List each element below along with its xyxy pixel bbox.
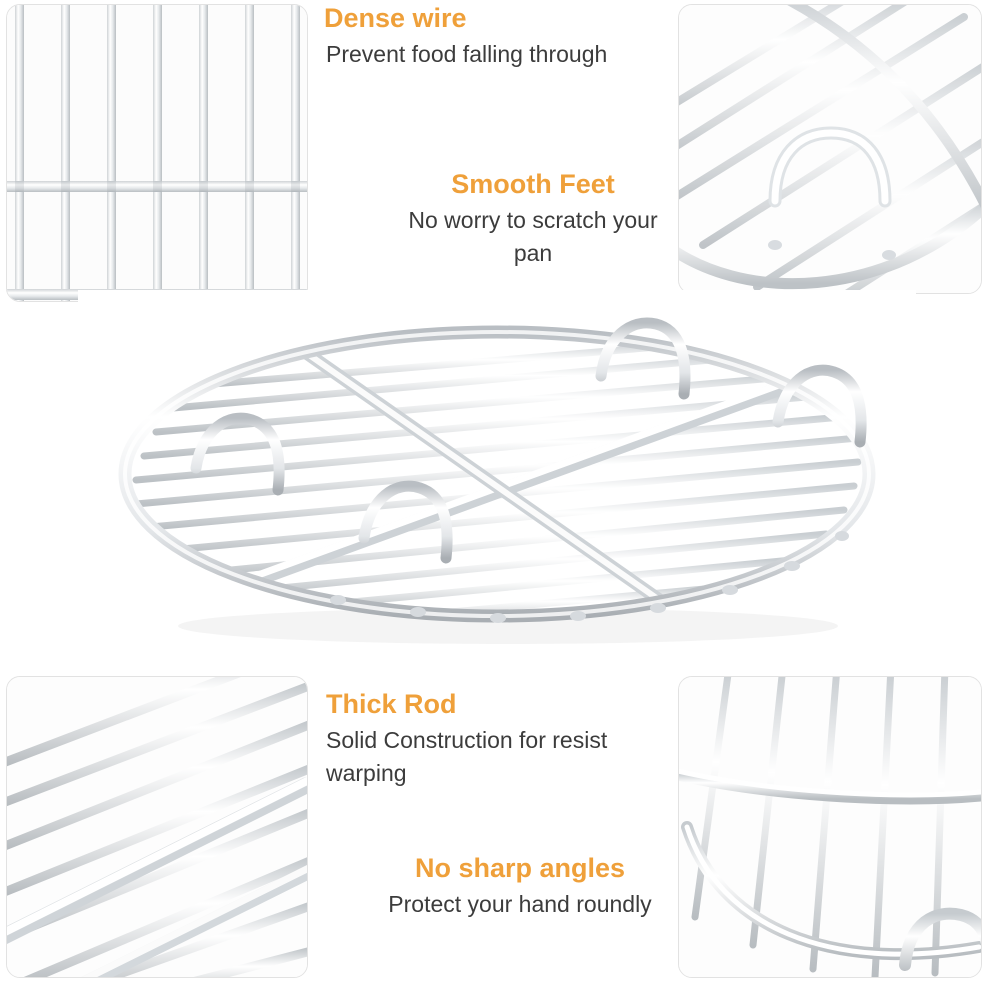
callout-title-dense-wire: Dense wire <box>324 3 467 33</box>
callout-dense-wire <box>324 2 614 71</box>
callout-body-thick-rod: Solid Construction for resist warping <box>326 726 608 787</box>
callout-no-sharp-angles <box>370 852 670 921</box>
callout-thick-rod <box>326 688 626 790</box>
callout-body-no-sharp-angles: Protect your hand roundly <box>388 890 652 917</box>
panel-thick-rod <box>6 676 308 978</box>
callout-title-no-sharp-angles: No sharp angles <box>414 853 626 883</box>
callout-smooth-feet <box>390 168 676 270</box>
panel-dense-wire <box>6 4 308 302</box>
callout-body-smooth-feet: No worry to scratch your pan <box>408 206 658 267</box>
panel-smooth-feet <box>678 4 982 294</box>
callout-title-thick-rod: Thick Rod <box>326 689 457 719</box>
hero-product-image <box>78 290 916 670</box>
callout-title-smooth-feet: Smooth Feet <box>451 169 615 199</box>
panel-no-sharp-angles <box>678 676 982 978</box>
callout-body-dense-wire: Prevent food falling through <box>326 40 608 67</box>
